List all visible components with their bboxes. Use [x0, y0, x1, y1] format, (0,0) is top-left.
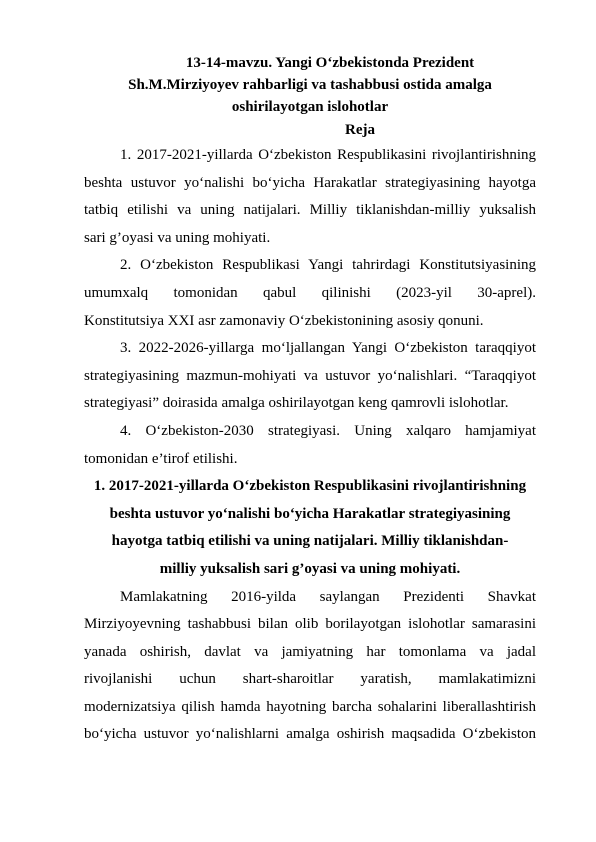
- plan-item-line: 2. O‘zbekiston Respublikasi Yangi tahrirdagi Konstitutsiyasining: [120, 257, 536, 274]
- document-page: [84, 52, 536, 749]
- plan-item-4: [84, 418, 536, 473]
- body-line: Mirziyoyevning tashabbusi bilan olib borilayotgan islohotlar samarasini: [84, 616, 536, 633]
- plan-item-3: [84, 335, 536, 418]
- plan-item-1: [84, 142, 536, 252]
- section-heading: [84, 473, 536, 583]
- plan-item-line: 4. O‘zbekiston-2030 strategiyasi. Uning xalqaro hamjamiyat: [120, 422, 536, 439]
- plan-list: [84, 142, 536, 473]
- plan-item-line: tomonidan e’tirof etilishi.: [84, 450, 238, 467]
- section-heading-line: milliy yuksalish sari g’oyasi va uning mohiyati.: [159, 560, 461, 577]
- title-line-3: oshirilayotgan islohotlar: [231, 99, 389, 115]
- body-line: yanada oshirish, davlat va jamiyatning har tomonlama va jadal: [84, 643, 536, 660]
- plan-item-line: Konstitutsiya XXI asr zamonaviy O‘zbekistonining asosiy qonuni.: [84, 312, 484, 329]
- document-title: [84, 52, 536, 118]
- plan-item-line: 1. 2017-2021-yillarda O‘zbekiston Respublikasini rivojlantirishning: [120, 147, 536, 163]
- plan-item-line: umumxalq tomonidan qabul qilinishi (2023-yil 30-aprel).: [84, 284, 536, 301]
- section-heading-line: beshta ustuvor yo‘nalishi bo‘yicha Harakatlar strategiyasining: [109, 505, 511, 522]
- plan-item-2: [84, 252, 536, 335]
- plan-label: Reja: [345, 122, 375, 138]
- plan-item-line: strategiyasining mazmun-mohiyati va ustuvor yo‘nalishlari. “Taraqqiyot: [84, 367, 536, 384]
- body-paragraph: [84, 584, 536, 750]
- body-line: rivojlanishi uchun shart-sharoitlar yaratish, mamlakatimizni: [84, 671, 536, 688]
- plan-item-line: beshta ustuvor yo‘nalishi bo‘yicha Harakatlar strategiyasining hayotga: [84, 174, 536, 191]
- body-line: Mamlakatning 2016-yilda saylangan Prezidenti Shavkat: [120, 588, 536, 605]
- section-heading-line: hayotga tatbiq etilishi va uning natijalari. Milliy tiklanishdan-: [111, 533, 509, 550]
- section-heading-line: 1. 2017-2021-yillarda O‘zbekiston Respublikasini rivojlantirishning: [93, 478, 527, 495]
- plan-item-line: strategiyasi” doirasida amalga oshirilayotgan keng qamrovli islohotlar.: [84, 395, 509, 412]
- title-line-1: 13-14-mavzu. Yangi O‘zbekistonda Prezident: [185, 55, 475, 71]
- plan-item-line: sari g’oyasi va uning mohiyati.: [84, 229, 271, 246]
- body-line: bo‘yicha ustuvor yo‘nalishlarni amalga oshirish maqsadida O‘zbekiston: [84, 726, 536, 743]
- title-line-2: Sh.M.Mirziyoyev rahbarligi va tashabbusi ostida amalga: [128, 77, 492, 93]
- plan-item-line: 3. 2022-2026-yillarga mo‘ljallangan Yangi O‘zbekiston taraqqiyot: [120, 340, 536, 357]
- body-line: modernizatsiya qilish hamda hayotning barcha sohalarini liberallashtirish: [84, 698, 536, 715]
- plan-item-line: tatbiq etilishi va uning natijalari. Milliy tiklanishdan-milliy yuksalish: [84, 202, 536, 219]
